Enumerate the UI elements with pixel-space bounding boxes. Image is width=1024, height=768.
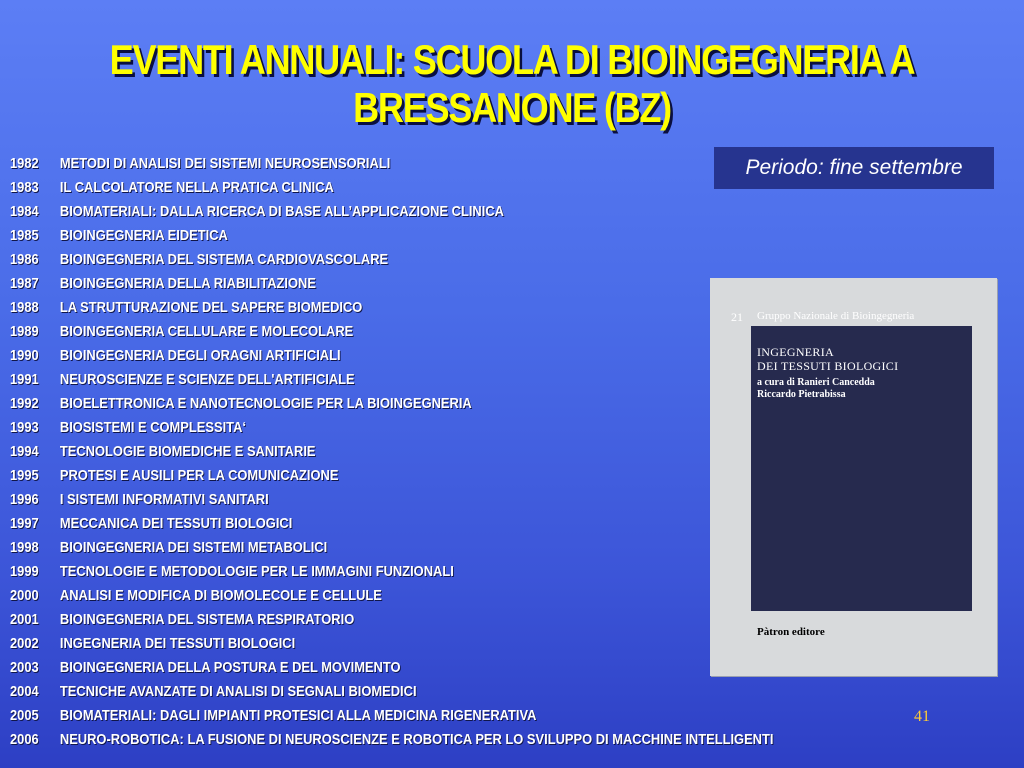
- event-year: 1995: [10, 467, 39, 484]
- event-topic: TECNOLOGIE BIOMEDICHE E SANITARIE: [59, 443, 316, 460]
- event-year: 2004: [10, 683, 39, 700]
- event-year: 2003: [10, 659, 39, 676]
- event-row: [10, 416, 773, 440]
- event-year: 2005: [10, 707, 39, 724]
- event-row: [10, 464, 773, 488]
- event-year: 1984: [10, 203, 39, 220]
- event-topic: BIOINGEGNERIA DEL SISTEMA CARDIOVASCOLARE: [59, 251, 389, 268]
- event-year: 1988: [10, 299, 39, 316]
- event-row: [10, 632, 773, 656]
- event-topic: BIOINGEGNERIA CELLULARE E MOLECOLARE: [59, 323, 354, 340]
- event-topic: BIOSISTEMI E COMPLESSITA‘: [59, 419, 247, 436]
- event-topic: BIOMATERIALI: DAGLI IMPIANTI PROTESICI ALLA MEDICINA RIGENERATIVA: [59, 707, 537, 724]
- event-year: 1985: [10, 227, 39, 244]
- event-topic: BIOINGEGNERIA DEL SISTEMA RESPIRATORIO: [59, 611, 355, 628]
- book-editors-line-1: a cura di Ranieri Cancedda: [757, 377, 875, 388]
- book-title-line-1: INGEGNERIA: [757, 345, 834, 359]
- slide-title-line-1: EVENTI ANNUALI: SCUOLA DI BIOINGEGNERIA A: [109, 36, 915, 84]
- event-topic: MECCANICA DEI TESSUTI BIOLOGICI: [59, 515, 293, 532]
- book-editors-line-2: Riccardo Pietrabissa: [757, 389, 846, 400]
- event-topic: IL CALCOLATORE NELLA PRATICA CLINICA: [59, 179, 334, 196]
- event-year: 2000: [10, 587, 39, 604]
- event-topic: BIOINGEGNERIA DELLA POSTURA E DEL MOVIMENTO: [59, 659, 401, 676]
- event-row: [10, 392, 773, 416]
- event-topic: PROTESI E AUSILI PER LA COMUNICAZIONE: [59, 467, 339, 484]
- event-year: 1998: [10, 539, 39, 556]
- event-row: [10, 584, 773, 608]
- event-year: 2001: [10, 611, 39, 628]
- event-row: [10, 704, 773, 728]
- event-year: 2006: [10, 731, 39, 748]
- event-topic: I SISTEMI INFORMATIVI SANITARI: [59, 491, 269, 508]
- event-topic: INGEGNERIA DEI TESSUTI BIOLOGICI: [59, 635, 296, 652]
- book-publisher: Pàtron editore: [757, 626, 825, 638]
- event-year: 1990: [10, 347, 39, 364]
- event-year: 1983: [10, 179, 39, 196]
- event-row: [10, 608, 773, 632]
- event-year: 1994: [10, 443, 39, 460]
- event-row: [10, 440, 773, 464]
- event-year: 1992: [10, 395, 39, 412]
- event-row: [10, 656, 773, 680]
- event-year: 1993: [10, 419, 39, 436]
- event-year: 1991: [10, 371, 39, 388]
- page-number: 41: [914, 708, 930, 725]
- event-year: 2002: [10, 635, 39, 652]
- book-cover-image: [710, 278, 997, 676]
- slide-title-line-2: BRESSANONE (BZ): [353, 84, 671, 132]
- event-topic: BIOELETTRONICA E NANOTECNOLOGIE PER LA BIOINGEGNERIA: [59, 395, 472, 412]
- event-topic: BIOMATERIALI: DALLA RICERCA DI BASE ALL’APPLICAZIONE CLINICA: [59, 203, 504, 220]
- event-row: [10, 224, 773, 248]
- event-row: [10, 368, 773, 392]
- book-series-number: 21: [731, 310, 743, 324]
- period-label: Periodo: fine settembre: [714, 147, 994, 189]
- event-topic: ANALISI E MODIFICA DI BIOMOLECOLE E CELLULE: [59, 587, 382, 604]
- event-topic: METODI DI ANALISI DEI SISTEMI NEUROSENSORIALI: [59, 155, 391, 172]
- event-year: 1999: [10, 563, 39, 580]
- event-row: [10, 248, 773, 272]
- event-year: 1987: [10, 275, 39, 292]
- event-topic: TECNOLOGIE E METODOLOGIE PER LE IMMAGINI FUNZIONALI: [59, 563, 454, 580]
- event-row: [10, 512, 773, 536]
- slide-title: [72, 36, 953, 132]
- event-row: [10, 680, 773, 704]
- event-year: 1982: [10, 155, 39, 172]
- event-topic: BIOINGEGNERIA DELLA RIABILITAZIONE: [59, 275, 316, 292]
- event-row: [10, 320, 773, 344]
- event-row: [10, 152, 773, 176]
- event-row: [10, 272, 773, 296]
- event-topic: BIOINGEGNERIA EIDETICA: [59, 227, 228, 244]
- event-topic: BIOINGEGNERIA DEGLI ORAGNI ARTIFICIALI: [59, 347, 341, 364]
- event-row: [10, 296, 773, 320]
- event-row: [10, 200, 773, 224]
- event-year: 1996: [10, 491, 39, 508]
- event-year: 1997: [10, 515, 39, 532]
- event-topic: NEURO-ROBOTICA: LA FUSIONE DI NEUROSCIENZE E ROBOTICA PER LO SVILUPPO DI MACCHINE INTELLIGENTI: [59, 731, 774, 748]
- event-year: 1986: [10, 251, 39, 268]
- event-row: [10, 488, 773, 512]
- event-row: [10, 176, 773, 200]
- event-topic: BIOINGEGNERIA DEI SISTEMI METABOLICI: [59, 539, 328, 556]
- event-topic: LA STRUTTURAZIONE DEL SAPERE BIOMEDICO: [59, 299, 363, 316]
- book-title-line-2: DEI TESSUTI BIOLOGICI: [757, 359, 899, 373]
- book-title: [757, 345, 898, 373]
- book-series-name: Gruppo Nazionale di Bioingegneria: [757, 310, 915, 322]
- event-row: [10, 728, 773, 752]
- event-topic: TECNICHE AVANZATE DI ANALISI DI SEGNALI BIOMEDICI: [59, 683, 417, 700]
- event-row: [10, 536, 773, 560]
- event-row: [10, 344, 773, 368]
- book-editors: [757, 377, 875, 401]
- event-year: 1989: [10, 323, 39, 340]
- event-row: [10, 560, 773, 584]
- event-topic: NEUROSCIENZE E SCIENZE DELL'ARTIFICIALE: [59, 371, 355, 388]
